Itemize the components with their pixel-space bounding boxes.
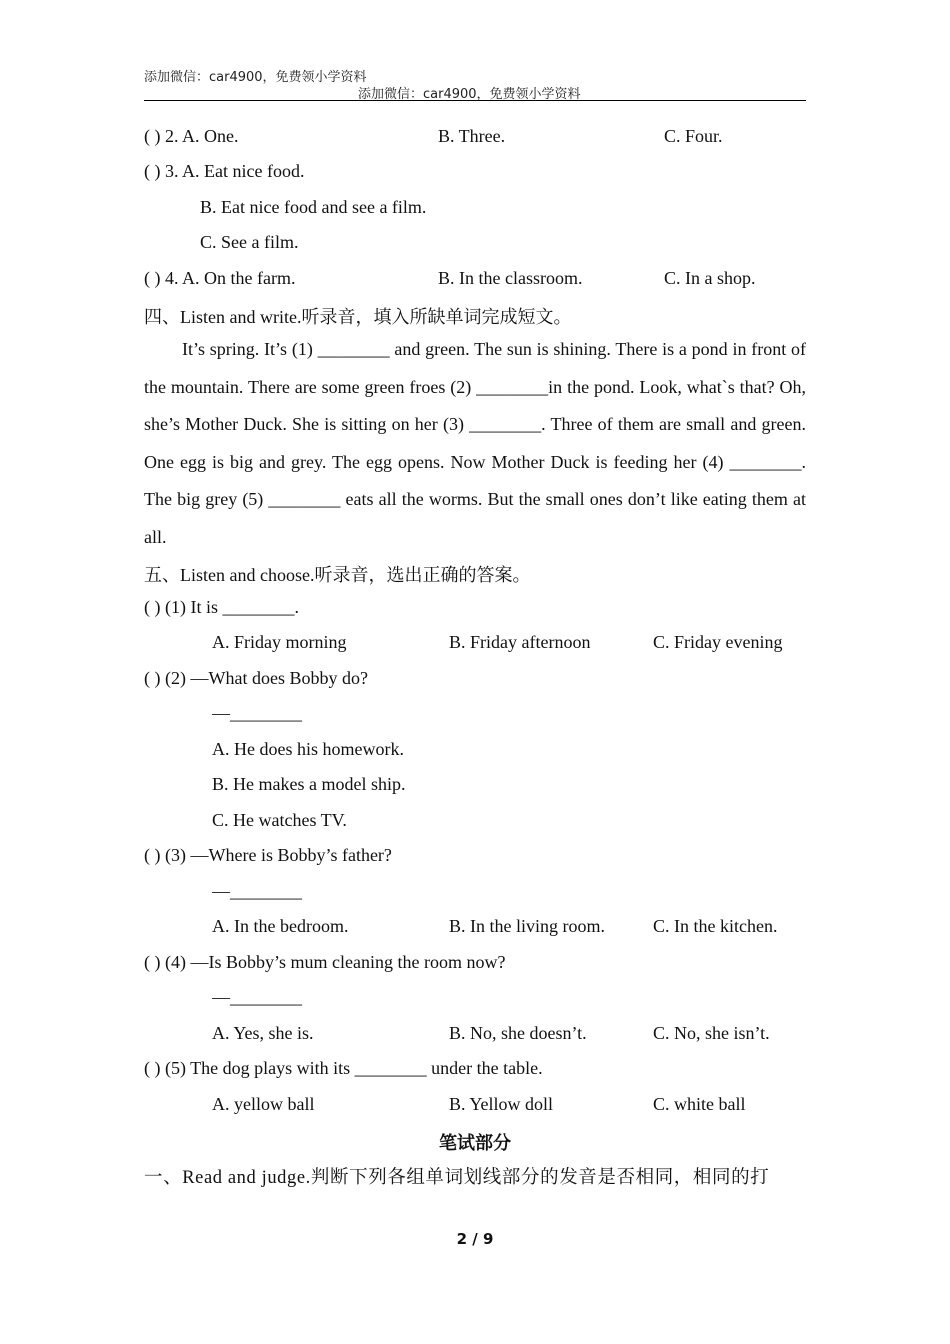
s5-q4-option-b: B. No, she doesn’t. (449, 1023, 587, 1043)
s5-q2-option-a: A. He does his homework. (212, 739, 404, 759)
s5-q3-option-a: A. In the bedroom. (212, 916, 349, 936)
section4-title: 四、Listen and write.听录音，填入所缺单词完成短文。 (144, 307, 572, 327)
s5-q4-blank: —________ (212, 987, 302, 1007)
s5-q4-stem: ( ) (4) —Is Bobby’s mum cleaning the room now? (144, 952, 506, 972)
s5-q1-stem: ( ) (1) It is ________. (144, 597, 299, 617)
s5-q4-option-a: A. Yes, she is. (212, 1023, 314, 1043)
written-section1-title: 一、Read and judge.判断下列各组单词划线部分的发音是否相同，相同的打 (144, 1168, 770, 1188)
section5-title: 五、Listen and choose.听录音，选出正确的答案。 (144, 565, 531, 585)
s5-q2-option-c: C. He watches TV. (212, 810, 347, 830)
q2-option-b: B. Three. (438, 126, 506, 146)
s5-q2-option-b: B. He makes a model ship. (212, 774, 406, 794)
s5-q3-option-b: B. In the living room. (449, 916, 605, 936)
s5-q3-stem: ( ) (3) —Where is Bobby’s father? (144, 845, 392, 865)
q3-stem: ( ) 3. A. Eat nice food. (144, 161, 305, 181)
page-number: 2 / 9 (456, 1230, 494, 1248)
header-rule (144, 100, 806, 101)
s5-q1-option-a: A. Friday morning (212, 632, 347, 652)
q4-option-c: C. In a shop. (664, 268, 756, 288)
s5-q5-stem: ( ) (5) The dog plays with its ________ under the table. (144, 1058, 543, 1078)
q2-stem: ( ) 2. A. One. (144, 126, 239, 146)
header-watermark-top: 添加微信：car4900，免费领小学资料 (144, 70, 367, 85)
s5-q2-stem: ( ) (2) —What does Bobby do? (144, 668, 368, 688)
q3-option-b: B. Eat nice food and see a film. (200, 197, 427, 217)
q4-option-b: B. In the classroom. (438, 268, 583, 288)
header-watermark-center: 添加微信：car4900，免费领小学资料 (358, 87, 581, 102)
s5-q5-option-c: C. white ball (653, 1094, 746, 1114)
s5-q3-blank: —________ (212, 881, 302, 901)
s5-q2-blank: —________ (212, 703, 302, 723)
q4-stem: ( ) 4. A. On the farm. (144, 268, 296, 288)
q2-option-c: C. Four. (664, 126, 723, 146)
s5-q5-option-a: A. yellow ball (212, 1094, 315, 1114)
s5-q4-option-c: C. No, she isn’t. (653, 1023, 770, 1043)
written-part-heading: 笔试部分 (439, 1133, 511, 1153)
section4-passage (144, 331, 806, 556)
s5-q1-option-c: C. Friday evening (653, 632, 783, 652)
s5-q5-option-b: B. Yellow doll (449, 1094, 554, 1114)
q3-option-c: C. See a film. (200, 232, 299, 252)
s5-q1-option-b: B. Friday afternoon (449, 632, 591, 652)
s5-q3-option-c: C. In the kitchen. (653, 916, 778, 936)
passage-text: It’s spring. It’s (1) ________ and green. The sun is shining. There is a pond in front of the mountain. There are some green froes (2) ________in the pond. Look, what`s that? Oh, she’s Mother Duck. She is sitting on her (3) ________. Three of them are small and green. One egg is big and grey. The egg opens. Now Mother Duck is feeding her (4) ________. The big grey (5) ________ eats all the worms. But the small ones don’t like eating them at all. (144, 339, 806, 547)
